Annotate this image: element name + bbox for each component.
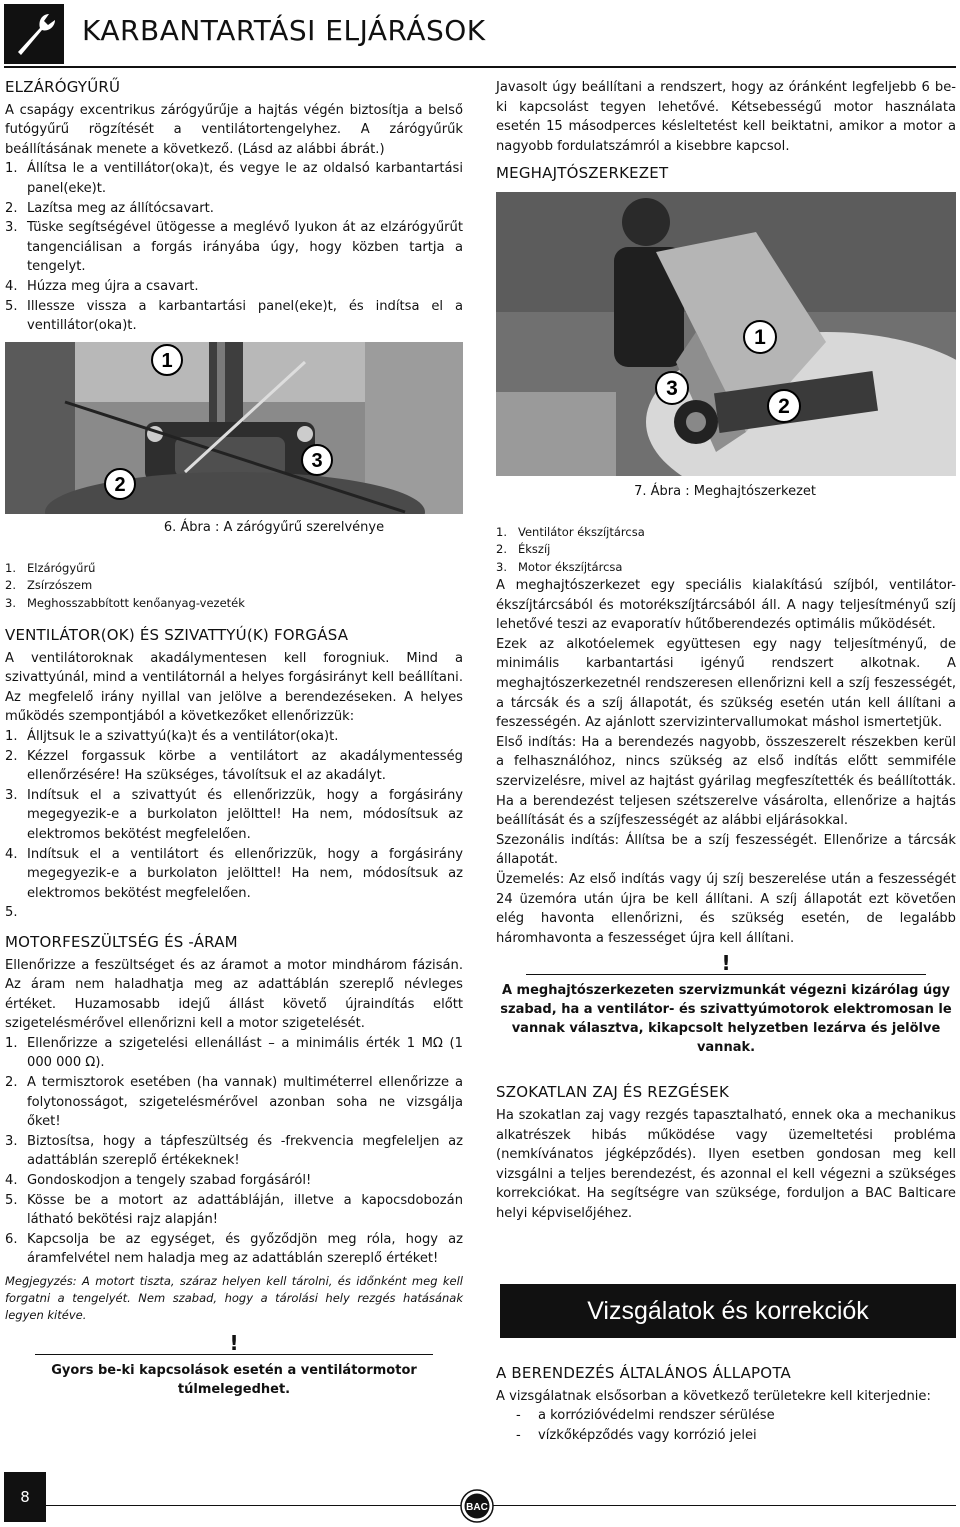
list-item: - a korrózióvédelmi rendszer sérülése xyxy=(516,1408,775,1424)
section-heading-rotation: VENTILÁTOR(OK) ÉS SZIVATTYÚ(K) FORGÁSA xyxy=(5,626,349,644)
section-heading-noise: SZOKATLAN ZAJ ÉS REZGÉSEK xyxy=(496,1083,729,1102)
lockring-steps xyxy=(5,159,463,335)
svg-text:3: 3 xyxy=(666,377,678,400)
list-item: 5. Kösse be a motort az adattábláján, illetve a kapocsdobozán látható bekötési rajz alapján! xyxy=(5,1192,463,1228)
callout-1 xyxy=(152,345,182,375)
left-column-top xyxy=(5,78,463,336)
rotation-steps xyxy=(5,727,463,923)
list-item: 2. Zsírzószem xyxy=(5,578,93,593)
drive-paragraph: Szezonális indítás: Állítsa be a szíj feszességét. Ellenőrize a tárcsák állapotát. xyxy=(496,832,956,868)
list-item: 4. Indítsuk el a ventilátort és ellenőrizzük, hogy a forgásirány megegyezik-e a burkolaton jelölttel! Ha nem, módosítsuk az elektromos bekötést megfelelően. xyxy=(5,846,463,901)
list-item: 3. Indítsuk el a szivattyút és ellenőrizzük, hogy a forgásirány megegyezik-e a burkolaton jelölttel! Ha nem, módosítsuk az elektromos bekötést megfelelően. xyxy=(5,787,463,842)
list-item: 4. Gondoskodjon a tengely szabad forgásáról! xyxy=(5,1173,312,1189)
general-condition-block xyxy=(496,1364,956,1445)
list-item: - vízkőképződés vagy korrózió jelei xyxy=(516,1427,757,1443)
section-banner: Vizsgálatok és korrekciók xyxy=(500,1284,956,1338)
section-heading-lockring: ELZÁRÓGYŰRŰ xyxy=(5,78,121,96)
motor-voltage-intro: Ellenőrizze a feszültséget és az áramot a motor mindhárom fázisán. Az áram nem haladhatja meg az adattáblán szereplő névleges értéket. Huzamosabb idejű állást követő újraindítás előtt szigetelésmérővel ellenőrizni kell a motor szigetelését. xyxy=(5,957,463,1032)
callout-3 xyxy=(302,445,332,475)
warning-icon: ! xyxy=(229,1331,239,1355)
drive-paragraph: Első indítás: Ha a berendezés nagyobb, összeszerelt részekben kerül a felhasználóhoz, nincs szükség az első indítás előtt semmiféle szervizelésre, mivel az hajtást gyárilag megfeszítették és beállították. Ha a berendezést teljesen szétszerelve vásárolta, ellenőrize a hajtás beállítását és a szíjfeszességét az alábbi eljárásokkal. xyxy=(496,734,956,829)
lockring-intro: A csapágy excentrikus zárógyűrűje a hajtás végén biztosítja a belső futógyűrű rögzítését a ventilátortengelyhez. A zárógyűrűk beállításának menete a következő. (Lásd az alábbi ábrát.) xyxy=(5,102,463,157)
figure-6-caption-block xyxy=(5,518,463,612)
drive-paragraph: Üzemelés: Az első indítás vagy új szíj beszerelése után a feszességét 24 üzemóra után újra be kell állítani. A szíj állapotát ezt követően elég havonta ellenőrizni, és szükség esetén, de legalább háromhavonta a feszességet újra kell állítani. xyxy=(496,872,956,946)
rotation-intro: A ventilátoroknak akadálymentesen kell forogniuk. Mind a szivattyúnál, mind a ventilátornál a helyes forgásirányt kell beállítani. Az megfelelő irány nyillal van jelölve a berendezéseken. A helyes működés szempontjából a következőket ellenőrizzük: xyxy=(5,650,463,725)
callout-2 xyxy=(768,390,800,422)
svg-text:1: 1 xyxy=(754,326,766,349)
right-column-body xyxy=(496,482,956,1224)
warning-text: A meghajtószerkezeten szervizmunkát végezni kizárólag úgy szabad, ha a ventilátor- és szivattyúmotorok elektromosan le vannak választva, kikapcsolt helyzetben lezárva és jelölve vannak. xyxy=(500,983,952,1056)
svg-text:2: 2 xyxy=(114,474,126,496)
warning-text: Gyors be-ki kapcsolások esetén a ventilátormotor túlmelegedhet. xyxy=(51,1363,417,1397)
list-item: 3. Motor ékszíjtárcsa xyxy=(496,559,623,574)
figure-6-caption: 6. Ábra : A zárógyűrű szerelvénye xyxy=(163,520,385,535)
general-condition-text: A vizsgálatnak elsősorban a következő területekre kell kiterjednie: xyxy=(496,1388,931,1404)
callout-1 xyxy=(744,321,776,353)
list-item: 3. Meghosszabbított kenőanyag-vezeték xyxy=(5,595,245,610)
svg-text:3: 3 xyxy=(311,450,323,472)
list-item: 2. Ékszíj xyxy=(496,542,551,557)
page-number: 8 xyxy=(4,1472,46,1522)
list-item: 2. A termisztorok esetében (ha vannak) multiméterrel ellenőrizze a folytonosságot, szigetelésmérővel azonban soha ne vizsgálja őket! xyxy=(5,1075,463,1130)
warning-box-right xyxy=(496,951,956,1057)
storage-note: Megjegyzés: A motort tiszta, száraz helyen kell tárolni, és időnként meg kell forgatni a tengelyét. Nem szabad, hogy a tárolási hely rezgés hatásának legyen kitéve. xyxy=(5,1274,463,1322)
list-item: 1. Állítsa le a ventillátor(oka)t, és vegye le az oldalsó karbantartási panel(eke)t. xyxy=(5,161,463,196)
figure-6-legend xyxy=(5,560,463,613)
figure-7-caption: 7. Ábra : Meghajtószerkezet xyxy=(634,484,816,499)
figure-6-photo xyxy=(5,342,463,514)
footer-divider xyxy=(46,1505,956,1506)
list-item: 4. Húzza meg újra a csavart. xyxy=(5,278,199,294)
figure-7-legend xyxy=(496,524,956,577)
right-column-top xyxy=(496,78,956,187)
warning-icon: ! xyxy=(721,951,731,976)
callout-3 xyxy=(656,372,688,404)
section-heading-motor-voltage: MOTORFESZÜLTSÉG ÉS -ÁRAM xyxy=(5,932,238,951)
list-item: 3. Tüske segítségével ütögesse a meglévő lyukon át az elzárógyűrűt tangenciálisan a forgás irányába úgy, hogy közben tartja a tengelyt. xyxy=(5,220,463,275)
list-item: 1. Ellenőrizze a szigetelési ellenállást – a minimális érték 1 MΩ (1 000 000 Ω). xyxy=(5,1035,463,1071)
section-heading-general-condition: A BERENDEZÉS ÁLTALÁNOS ÁLLAPOTA xyxy=(496,1364,791,1382)
list-item: 1. Ventilátor ékszíjtárcsa xyxy=(496,524,645,539)
svg-text:BAC: BAC xyxy=(466,1502,488,1513)
general-condition-list xyxy=(496,1406,956,1445)
list-item: 2. Kézzel forgassuk körbe a ventilátort az akadálymentesség ellenőrzésére! Ha szükséges, távolítsuk el az akadályt. xyxy=(5,748,463,784)
list-item: 1. Elzárógyűrű xyxy=(5,560,96,575)
page-title: KARBANTARTÁSI ELJÁRÁSOK xyxy=(82,14,486,47)
left-column-bottom xyxy=(5,626,463,1399)
noise-text: Ha szokatlan zaj vagy rezgés tapasztalható, ennek oka a mechanikus alkatrészek hibás működése vagy üzemeltetési probléma (nemkívánatos jégképződés). Ilyen esetben gondosan meg kell vizsgálni a teljes berendezést, és azonnal el kell végezni a szükséges korrekciókat. Ha segítségre van szüksége, forduljon a BAC Balticare helyi képviselőjéhez. xyxy=(496,1107,956,1221)
svg-text:2: 2 xyxy=(778,395,790,418)
svg-text:1: 1 xyxy=(161,350,173,372)
bac-logo xyxy=(460,1489,494,1523)
switching-intro: Javasolt úgy beállítani a rendszert, hogy az óránként legfeljebb 6 be-ki kapcsolást tegyen lehetővé. Kétsebességű motor használata esetén 15 másodperces késleltetést kell beiktatni, amikor a motor a nagyobb fordulatszámról a kisebbre kapcsol. xyxy=(496,80,956,154)
list-item: 5. xyxy=(5,905,18,921)
drive-paragraph: Ezek az alkotóelemek együttesen egy nagy teljesítményű, de minimális karbantartási igényű rendszert alkotnak. A meghajtószerkezetnél rendszeresen ellenőrizni kell a szíj feszességét, a tárcsák és a szíj állapotát, és szükség esetén után kell állítani a feszességén. Az ajánlott szervizintervallumokat máshol ismertetjük. xyxy=(496,636,956,731)
list-item: 6. Kapcsolja be az egységet, és győződjön meg róla, hogy az áramfelvétel nem haladja meg az adattáblán szereplő értéket! xyxy=(5,1231,463,1267)
warning-box-left xyxy=(5,1331,463,1399)
header-divider xyxy=(4,66,956,68)
list-item: 1. Álljtsuk le a szivattyú(ka)t és a ventilátor(oka)t. xyxy=(5,728,339,744)
figure-7-photo xyxy=(496,192,956,476)
callout-2 xyxy=(105,469,135,499)
motor-voltage-steps xyxy=(5,1034,463,1269)
list-item: 5. Illessze vissza a karbantartási panel(eke)t, és indítsa el a ventillátor(oka)t. xyxy=(5,298,463,334)
wrench-icon xyxy=(4,4,64,64)
list-item: 2. Lazítsa meg az állítócsavart. xyxy=(5,200,214,216)
list-item: 3. Biztosítsa, hogy a tápfeszültség és -frekvencia megfeleljen az adattáblán szereplő értékeknek! xyxy=(5,1133,463,1169)
section-heading-drive: MEGHAJTÓSZERKEZET xyxy=(496,164,669,183)
drive-paragraph: A meghajtószerkezet egy speciális kialakítású szíjból, ventilátor-ékszíjtárcsából és motorékszíjtárcsából áll. A nagy teljesítményű szíj lehetővé teszi az evaporatív hűtőberendezés optimális működését. xyxy=(496,578,956,633)
page-header xyxy=(4,4,956,64)
